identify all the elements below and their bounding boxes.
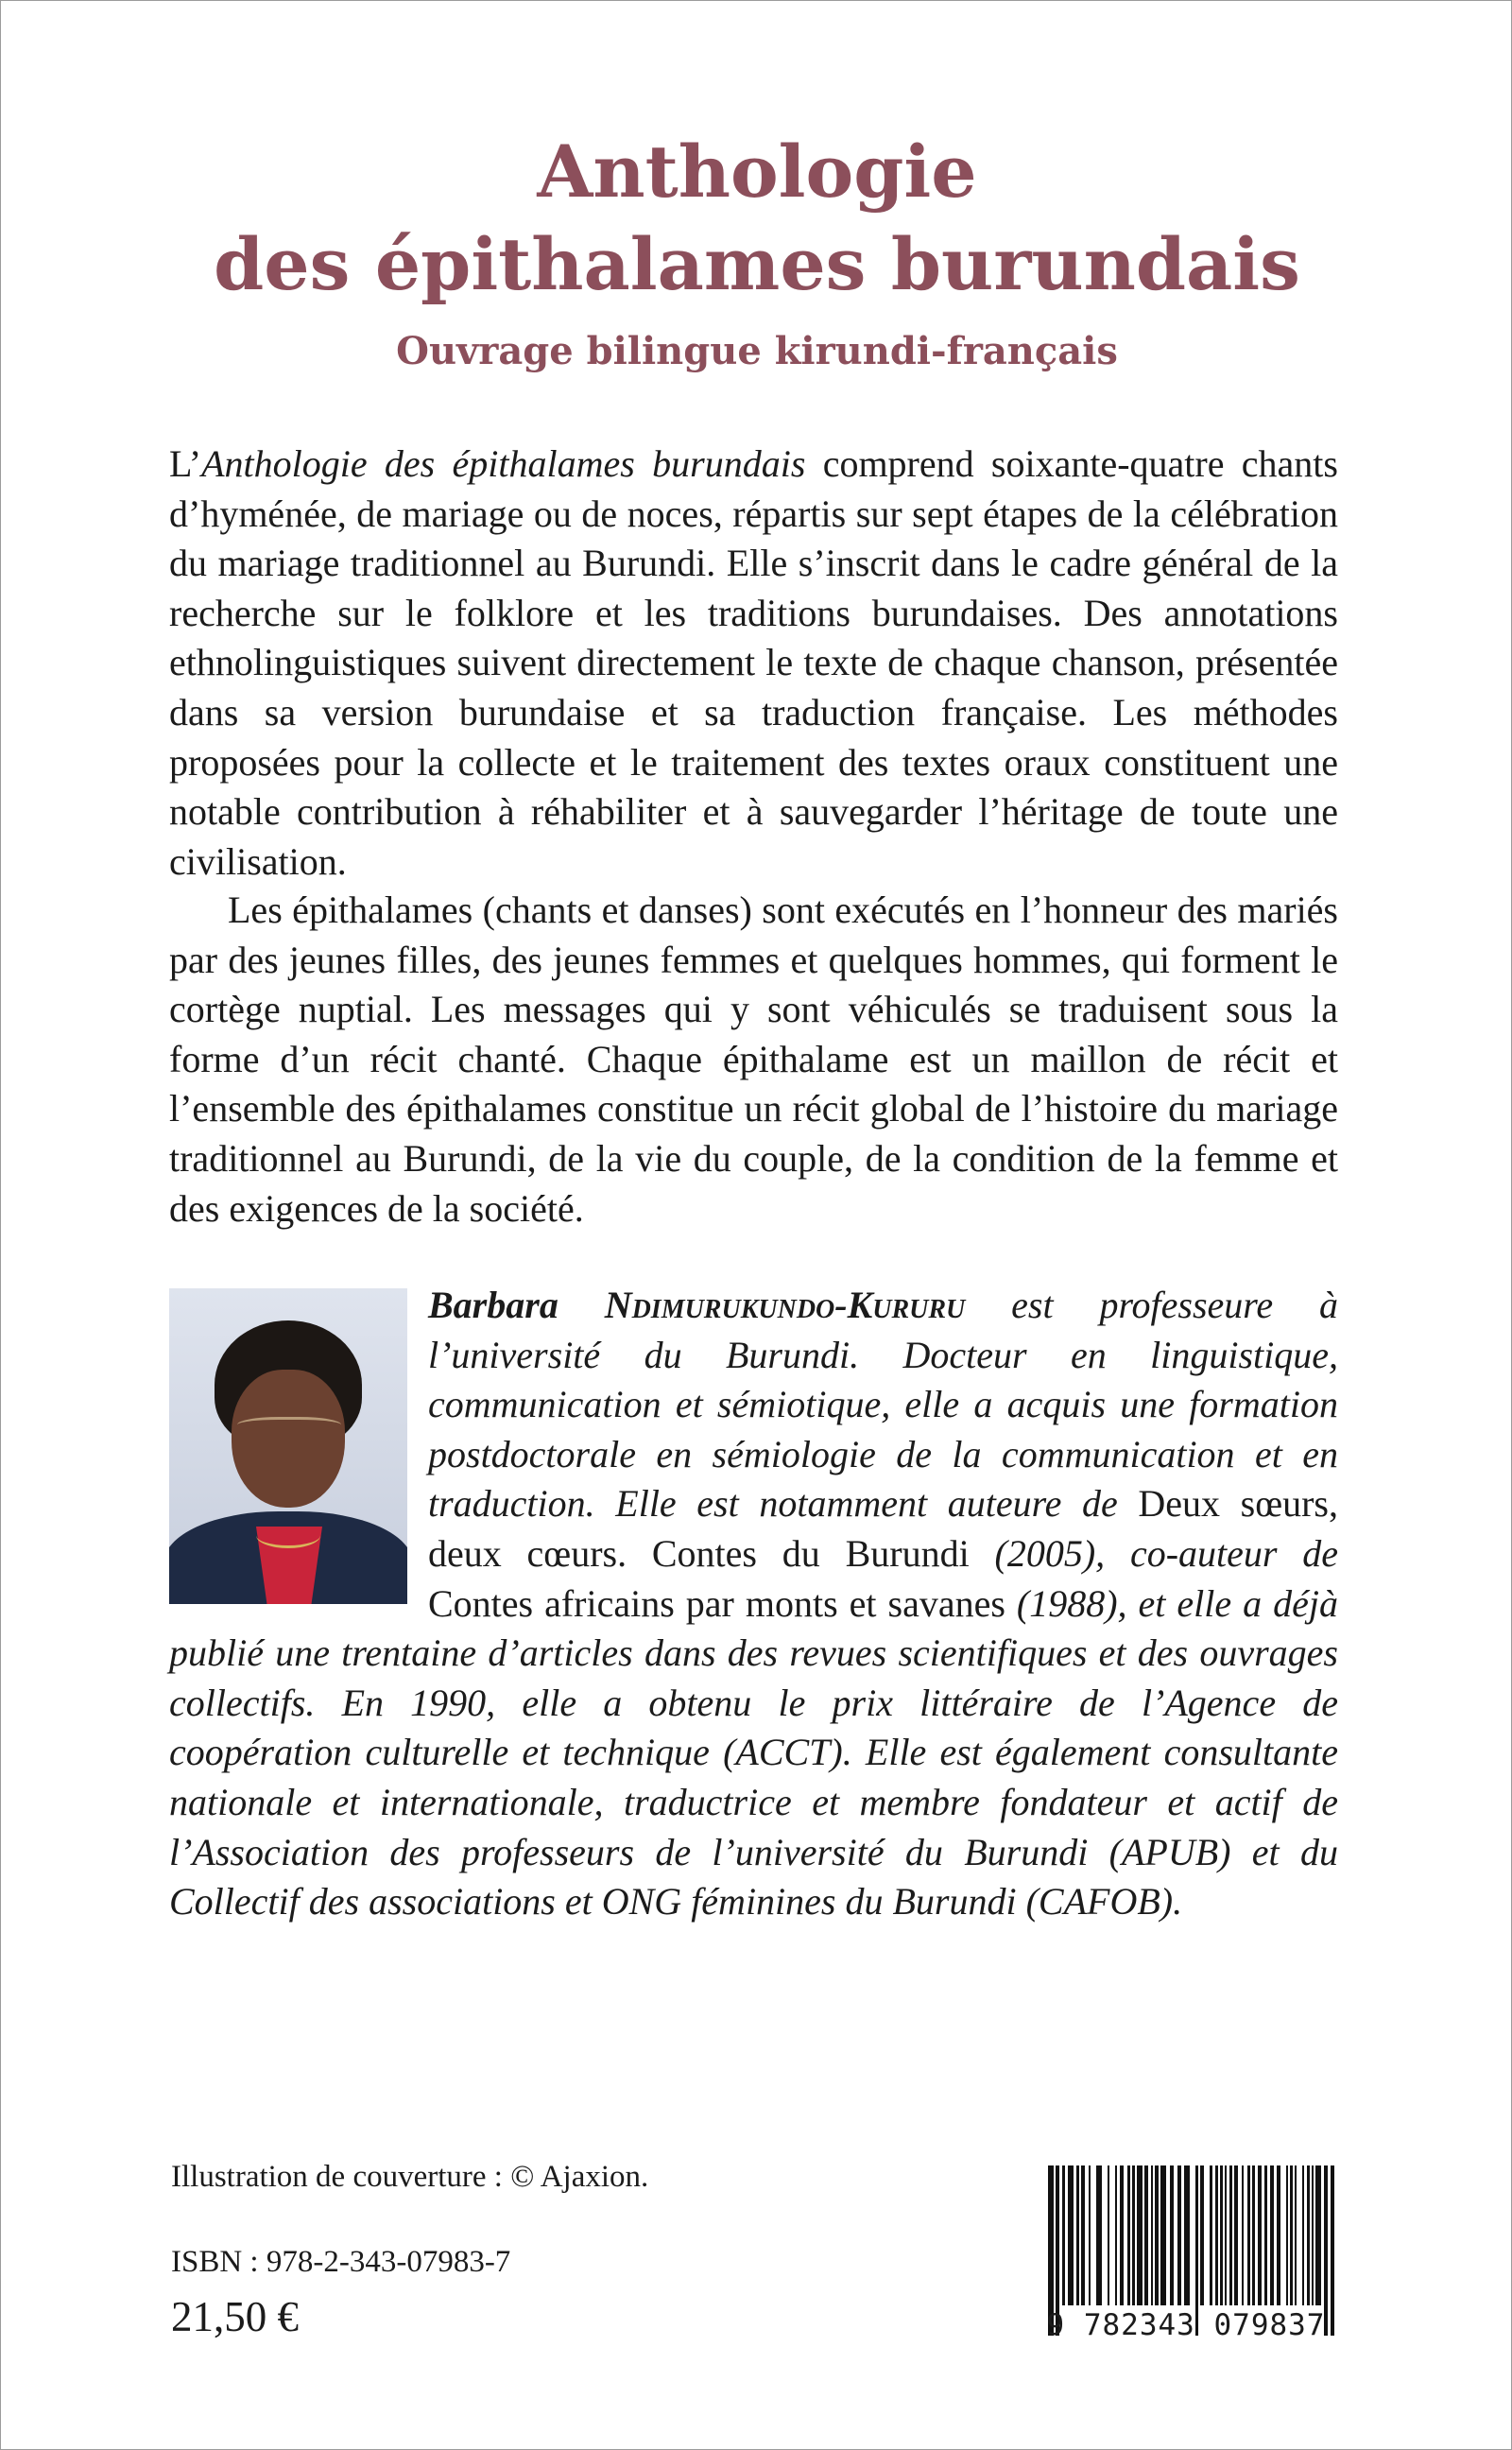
barcode-bar	[1155, 2165, 1159, 2305]
barcode-bar	[1132, 2165, 1135, 2305]
book-title	[1, 126, 1512, 311]
author-photo	[169, 1288, 407, 1604]
barcode-bar	[1076, 2165, 1079, 2305]
barcode-bar	[1108, 2165, 1109, 2305]
barcode-bar	[1096, 2165, 1102, 2305]
barcode-bar	[1247, 2165, 1250, 2305]
barcode-bar	[1302, 2165, 1304, 2305]
barcode-bar	[1120, 2165, 1124, 2305]
author-first-name: Barbara	[428, 1284, 605, 1326]
summary-book-title: Anthologie des épithalames burundais	[201, 442, 806, 485]
barcode-bar	[1286, 2165, 1288, 2305]
barcode-bar	[1295, 2165, 1297, 2305]
barcode-bar	[1315, 2165, 1321, 2305]
barcode-bar	[1177, 2165, 1181, 2305]
bio-book-2: Contes africains par monts et savanes	[428, 1581, 1005, 1625]
barcode-bar	[1229, 2165, 1232, 2305]
bio-text-2: (2005), co-auteur de	[969, 1531, 1338, 1575]
barcode-bar	[1200, 2165, 1204, 2305]
barcode-bar	[1258, 2165, 1262, 2305]
summary-paragraph-1	[169, 440, 1338, 887]
summary-paragraph-2: Les épithalames (chants et danses) sont exécutés en l’honneur des mariés par des jeunes filles, des jeunes femmes et quelques hommes, qui forment le cortège nuptial. Les messages qui y sont véhiculés se traduisent sous la forme d’un récit chanté. Chaque épithalame est un maillon de récit et l’ensemble des épithalames constitue un récit global de l’histoire du mariage traditionnel au Burundi, de la vie du couple, de la condition de la femme et des exigences de la société.	[169, 889, 1338, 1230]
barcode-bar	[1170, 2165, 1174, 2305]
barcode-bar	[1220, 2165, 1223, 2305]
barcode-bar	[1234, 2165, 1238, 2305]
barcode-bar	[1252, 2165, 1255, 2305]
book-subtitle: Ouvrage bilingue kirundi-français	[396, 329, 1118, 373]
barcode-bar	[1307, 2165, 1310, 2305]
barcode-bar	[1127, 2165, 1130, 2305]
barcode-bar	[1184, 2165, 1190, 2305]
barcode-bar	[1215, 2165, 1218, 2305]
barcode-bar	[1225, 2165, 1227, 2305]
barcode-bar	[1277, 2165, 1280, 2305]
summary-lead: L’	[169, 442, 202, 485]
bio-text-1: est professeure à l’université du Burundi. Docteur en linguistique, communication et sémiotique, elle a acquis une formation postdoctorale en sémiologie de la communication et en traduction. Elle est notamment auteure de	[428, 1284, 1338, 1526]
barcode-bar	[1270, 2165, 1274, 2305]
barcode-bar	[1264, 2165, 1267, 2305]
illustration-credit: Illustration de couverture : © Ajaxion.	[171, 2160, 649, 2194]
price: 21,50 €	[171, 2293, 299, 2340]
barcode-bar	[1115, 2165, 1117, 2305]
author-last-name: Ndimurukundo-Kururu	[604, 1284, 966, 1326]
barcode-bar	[1081, 2165, 1085, 2305]
barcode-digits: 9 782343 079837	[1046, 2308, 1326, 2342]
barcode-bar	[1290, 2165, 1293, 2305]
barcode-bar	[1062, 2165, 1065, 2305]
summary-text: comprend soixante-quatre chants d’hyménée, de mariage ou de noces, répartis sur sept étapes de la célébration du mariage traditionnel au Burundi. Elle s’inscrit dans le cadre général de la recherche sur le folklore et les traditions burundaises. Des annotations ethnolinguistiques suivent directement le texte de chaque chanson, présentée dans sa version burundaise et sa traduction française. Les méthodes proposées pour la collecte et le traitement des textes oraux constituent une notable contribution à réhabiliter et à sauvegarder l’héritage de toute une civilisation.	[169, 442, 1338, 883]
barcode-bar	[1089, 2165, 1091, 2305]
isbn: ISBN : 978-2-343-07983-7	[171, 2245, 511, 2279]
title-line-1: Anthologie	[537, 129, 977, 214]
barcode-bar	[1312, 2165, 1314, 2305]
barcode-bar	[1151, 2165, 1153, 2305]
barcode-bar	[1137, 2165, 1143, 2305]
barcode-bar	[1144, 2165, 1148, 2305]
barcode-bar	[1068, 2165, 1074, 2305]
title-line-2: des épithalames burundais	[214, 222, 1300, 306]
barcode-bar	[1242, 2165, 1244, 2305]
author-bio	[169, 1281, 1338, 1927]
barcode-bar	[1160, 2165, 1166, 2305]
bio-text-3: (1988), et elle a déjà publié une trentaine d’articles dans des revues scientifiques et des ouvrages collectifs. En 1990, elle a obtenu le prix littéraire de l’Agence de coopération culturelle et technique (ACCT). Elle est également consultante nationale et internationale, traductrice et membre fondateur et actif de l’Association des professeurs de l’université du Burundi (APUB) et du Collectif des associations et ONG féminines du Burundi (CAFOB).	[169, 1581, 1339, 1924]
bio-book-1: Deux sœurs, deux cœurs. Contes du Burundi	[428, 1482, 1339, 1575]
barcode-bar	[1210, 2165, 1212, 2305]
